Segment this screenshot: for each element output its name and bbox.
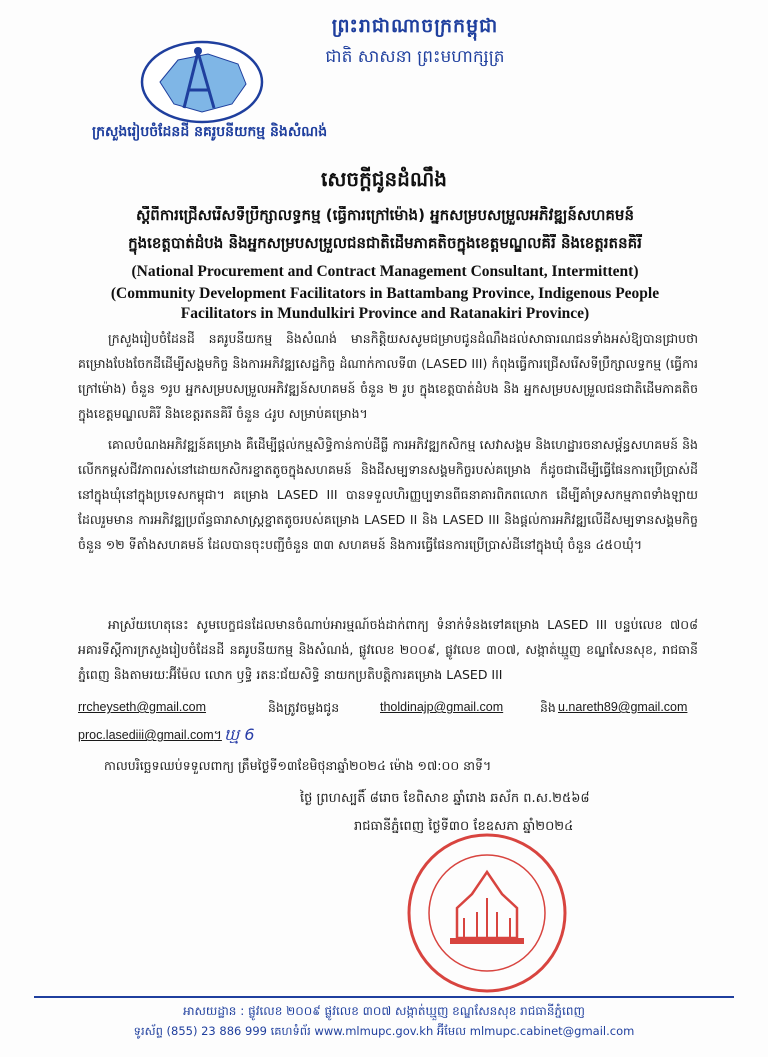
subtitle-en-line-3: Facilitators in Mundulkiri Province and Ratanakiri Province) (180, 305, 590, 322)
and-label-1: និង (540, 700, 556, 715)
ministry-logo-icon (138, 38, 266, 124)
body-paragraph-2 (78, 432, 698, 557)
handwritten-initials: ឃ្ម 6 (224, 725, 255, 744)
email-row (78, 700, 698, 720)
body-paragraph-1 (78, 326, 698, 426)
ministry-name: ក្រសួងរៀបចំដែនដី នគរូបនីយកម្ម និងសំណង់ (92, 124, 328, 140)
email-link-3[interactable]: u.nareth89@gmail.com (558, 700, 688, 714)
subtitle-km-line-2: ក្នុងខេត្តបាត់ដំបង និងអ្នកសម្របសម្រួលជនជាតិដើមភាគតិចក្នុងខេត្តមណ្ឌលគិរី និងខេត្តរតនគិរី (128, 234, 642, 252)
official-seal-icon (402, 828, 572, 998)
email-link-2[interactable]: tholdinajp@gmail.com (380, 700, 504, 714)
document-title: សេចក្តីជូនដំណឹង (321, 167, 447, 191)
national-motto: ជាតិ សាសនា ព្រះមហាក្សត្រ (325, 47, 505, 67)
subtitle-en-line-1: (National Procurement and Contract Management Consultant, Intermittent) (131, 263, 639, 280)
footer-address: អាសយដ្ឋាន : ផ្លូវលេខ ២០០៩ ផ្លូវលេខ ៣០៧ សង្កាត់ឃ្មួញ ខណ្ឌសែនសុខ រាជធានីភ្នំពេញ (183, 1004, 585, 1018)
email-link-4 (78, 728, 222, 746)
body-paragraph-3 (78, 612, 698, 687)
paragraph-2-text: គោលបំណងអភិវឌ្ឍន៍គម្រោង គឺដើម្បីផ្តល់កម្មសិទ្ធិកាន់កាប់ដីធ្លី ការអភិវឌ្ឍកសិកម្ម សេវាសង្គម និងហេដ្ឋារចនាសម្ព័ន្ធសហគមន៍ និងលើកកម្ពស់ជីវភាពរស់នៅដោយកសិករខ្នាតតូចក្នុងសហគមន៍ និងដីសម្បទានសង្គមកិច្ចរបស់គម្រោង ក៏ដូចជាដើម្បីធ្វើផែនការប្រើប្រាស់ដីនៅក្នុងឃុំនៅក្នុងប្រទេសកម្ពុជា។ គម្រោង LASED III បានទទួលហិរញ្ញប្បទានពីធនាគារពិភពលោក ដើម្បីគាំទ្រសកម្មភាពទាំងឡាយដែលរួមមាន ការអភិវឌ្ឍប្រព័ន្ធធារាសាស្ត្រខ្នាតតូចរបស់គម្រោង LASED II និង LASED III និងផ្តល់ការអភិវឌ្ឍលើដីសម្បទានសង្គមកិច្ចចំនួន ១២ ទីតាំងសហគមន៍ ដែលបានចុះបញ្ជីចំនួន ៣៣ សហគមន៍ និងការធ្វើផែនការប្រើប្រាស់ដីនៅក្នុងឃុំ ចំនួន ៤៥០ឃុំ។ (78, 437, 698, 552)
kingdom-heading: ព្រះរាជាណាចក្រកម្ពុជា (331, 15, 499, 37)
footer-divider (34, 996, 734, 998)
email-4-text[interactable]: proc.lasediii@gmail.com (78, 728, 214, 742)
subtitle-km-line-1: ស្តីពីការជ្រើសរើសទីប្រឹក្សាលទ្ធកម្ម (ធ្វើការក្រៅម៉ោង) អ្នកសម្របសម្រួលអភិវឌ្ឍន៍សហគមន៍ (136, 206, 634, 224)
email-4-tail: ។ (213, 728, 222, 742)
paragraph-1-text: ក្រសួងរៀបចំដែនដី នគរូបនីយកម្ម និងសំណង់ មានកិត្តិយសសូមជម្រាបជូនដំណឹងដល់សាធារណជនទាំងអស់ឱ្យបានជ្រាបថា គម្រោងបែងចែកដីដើម្បីសង្គមកិច្ច និងការអភិវឌ្ឍសេដ្ឋកិច្ច ដំណាក់កាលទី៣ (LASED III) កំពុងធ្វើការជ្រើសរើសទីប្រឹក្សាលទ្ធកម្ម (ធ្វើការក្រៅម៉ោង) ចំនួន ១រូប អ្នកសម្របសម្រួលអភិវឌ្ឍន៍សហគមន៍ ចំនួន ២ រូប ក្នុងខេត្តបាត់ដំបង និង អ្នកសម្របសម្រួលជនជាតិដើមភាគតិចក្នុងខេត្តមណ្ឌលគិរី និងខេត្តរតនគិរី ចំនួន ៤រូប សម្រាប់គម្រោង។ (78, 331, 698, 421)
phnom-penh-date: រាជធានីភ្នំពេញ ថ្ងៃទី៣០ ខែឧសភា ឆ្នាំ២០២៤ (354, 819, 574, 834)
email-link-1[interactable]: rrcheyseth@gmail.com (78, 700, 207, 714)
cc-label: និងត្រូវចម្លងជូន (268, 700, 340, 715)
subtitle-en-line-2: (Community Development Facilitators in Battambang Province, Indigenous People (110, 285, 660, 302)
footer-contact: ទូរស័ព្ទ (855) 23 886 999 គេហទំព័រ www.mlmupc.gov.kh អ៊ីមែល mlmupc.cabinet@gmail.com (133, 1024, 635, 1038)
lunar-date: ថ្ងៃ ព្រហស្បតិ៍ ៨រោច ខែពិសាខ ឆ្នាំរោង ឆស័ក ព.ស.២៥៦៨ (300, 791, 590, 806)
paragraph-3-text: អាស្រ័យហេតុនេះ សូមបេក្ខជនដែលមានចំណាប់អារម្មណ៍ចង់ដាក់ពាក្យ ទំនាក់ទំនងទៅគម្រោង LASED III បន្ទប់លេខ ៧០៨ អគារទីស្តីការក្រសួងរៀបចំដែនដី នគរូបនីយកម្ម និងសំណង់, ផ្លូវលេខ ២០០៩, ផ្លូវលេខ ៣០៧, សង្កាត់ឃ្មួញ ខណ្ឌសែនសុខ, រាជធានីភ្នំពេញ និងតាមរយៈអ៊ីម៉ែល លោក ឫទ្ធិ រតនៈជ័យសិទ្ធិ នាយកប្រតិបត្តិការគម្រោង LASED III (78, 617, 698, 682)
deadline-text: កាលបរិច្ឆេទឈប់ទទួលពាក្យ ត្រឹមថ្ងៃទី១៣ខែមិថុនាឆ្នាំ២០២៤ ម៉ោង ១៧:០០ នាទី។ (104, 758, 492, 773)
